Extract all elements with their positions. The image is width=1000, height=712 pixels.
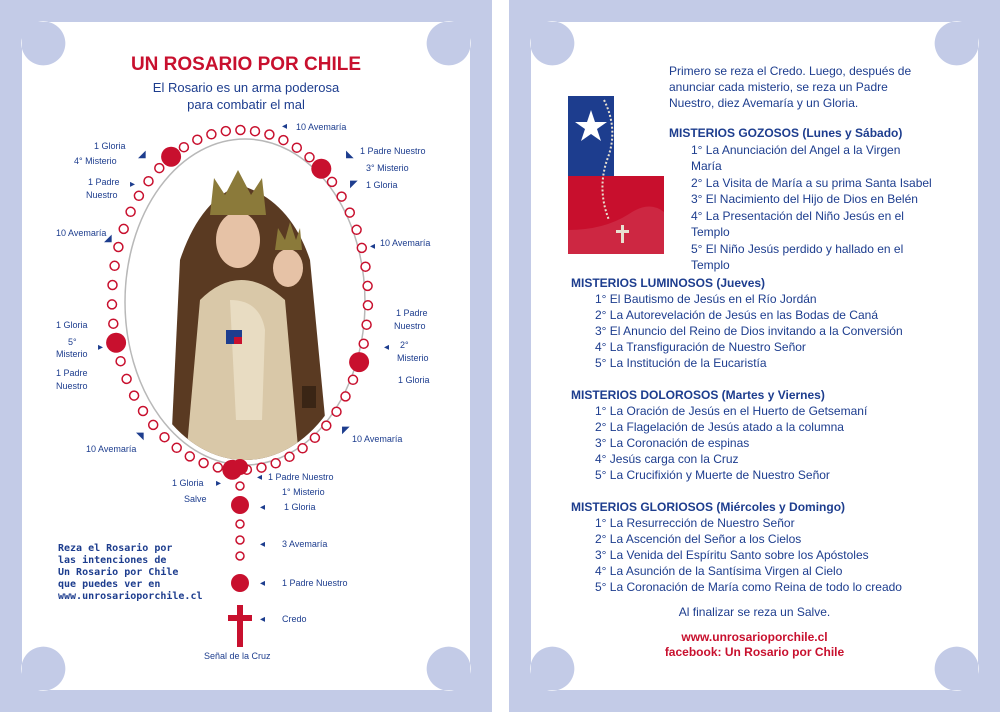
mystery-item: María <box>691 159 722 173</box>
padre-nuestro-bead <box>349 352 369 372</box>
section-heading: MISTERIOS LUMINOSOS (Jueves) <box>571 276 766 290</box>
mystery-item: 3° La Venida del Espíritu Santo sobre los Apóstoles <box>595 548 869 562</box>
avemaria-bead <box>271 459 280 468</box>
mystery-item: 1° La Anunciación del Angel a la Virgen <box>691 142 901 157</box>
avemaria-bead <box>116 357 125 366</box>
label-c-salve: Salve <box>184 494 207 504</box>
avemaria-bead <box>110 261 119 270</box>
avemaria-bead <box>109 319 118 328</box>
avemaria-bead <box>185 452 194 461</box>
avemaria-bead <box>213 463 222 472</box>
label-tr-padre: 1 Padre Nuestro <box>360 146 426 156</box>
avemaria-bead <box>130 391 139 400</box>
mystery-item: 1° La Oración de Jesús en el Huerto de Getsemaní <box>595 404 868 418</box>
invite-line: que puedes ver en <box>58 579 161 590</box>
arrow-icon: ◂ <box>257 472 263 483</box>
label-mr-misterio-1: 2° <box>400 340 409 350</box>
avemaria-bead <box>328 177 337 186</box>
mystery-item: 3° El Anuncio del Reino de Dios invitando a la Conversión <box>595 324 903 338</box>
chile-flag-image <box>568 96 664 256</box>
avemaria-bead <box>134 191 143 200</box>
section-heading: MISTERIOS GLORIOSOS (Miércoles y Domingo) <box>571 500 846 514</box>
avemaria-bead <box>179 143 188 152</box>
arrow-icon: ◢ <box>138 149 146 160</box>
avemaria-bead <box>122 374 131 383</box>
arrow-icon: ◤ <box>350 179 358 190</box>
avemaria-bead <box>265 130 274 139</box>
avemaria-bead <box>361 262 370 271</box>
label-c-senal: Señal de la Cruz <box>204 651 271 661</box>
section-luminosos <box>571 275 903 371</box>
mystery-item: Templo <box>691 225 730 239</box>
website-link[interactable]: www.unrosarioporchile.cl <box>681 630 828 644</box>
avemaria-bead <box>322 421 331 430</box>
label-br-avemaria: 10 Avemaría <box>352 434 403 444</box>
avemaria-bead <box>160 433 169 442</box>
label-tl-gloria: 1 Gloria <box>94 141 126 151</box>
mystery-item: 3° La Coronación de espinas <box>595 436 750 450</box>
arrow-icon: ◂ <box>260 502 266 513</box>
intro-text <box>669 63 911 111</box>
mystery-item: 4° La Transfiguración de Nuestro Señor <box>595 340 806 354</box>
avemaria-bead <box>236 126 245 135</box>
back-card <box>509 0 1000 712</box>
mystery-item: 4° La Asunción de la Santísima Virgen al Cielo <box>595 564 843 578</box>
avemaria-bead <box>310 433 319 442</box>
arrow-icon: ◥ <box>136 431 144 442</box>
label-top-avemaria: 10 Avemaría <box>296 122 347 132</box>
label-c-gloria-2: 1 Gloria <box>284 502 316 512</box>
invite-line: Un Rosario por Chile <box>58 567 179 578</box>
mystery-item: 3° El Nacimiento del Hijo de Dios en Belén <box>691 192 918 206</box>
label-mr-padre-1: 1 Padre <box>396 308 428 318</box>
section-gloriosos <box>571 499 902 595</box>
arrow-icon: ◂ <box>370 241 376 252</box>
mystery-item: 2° La Visita de María a su prima Santa Isabel <box>691 175 932 190</box>
mystery-item: 5° La Crucifixión y Muerte de Nuestro Señor <box>595 468 830 482</box>
arrow-icon: ◂ <box>282 121 288 132</box>
label-tl-misterio: 4° Misterio <box>74 156 117 166</box>
label-ml-padre-1: 1 Padre <box>56 368 88 378</box>
avemaria-bead <box>359 339 368 348</box>
avemaria-bead <box>363 281 372 290</box>
label-c-gloria: 1 Gloria <box>172 478 204 488</box>
avemaria-bead <box>298 444 307 453</box>
mystery-item: 4° La Presentación del Niño Jesús en el <box>691 208 904 223</box>
label-mr-misterio-2: Misterio <box>397 353 429 363</box>
label-ml-misterio-1: 5° <box>68 337 77 347</box>
label-tr-gloria: 1 Gloria <box>366 180 398 190</box>
avemaria-bead <box>207 130 216 139</box>
mystery-item: 4° Jesús carga con la Cruz <box>595 452 739 466</box>
mystery-item: 5° La Institución de la Eucaristía <box>595 356 767 370</box>
avemaria-bead <box>305 153 314 162</box>
avemaria-bead <box>126 207 135 216</box>
arrow-icon: ◤ <box>342 425 350 436</box>
front-subtitle-2: para combatir el mal <box>187 97 305 112</box>
avemaria-bead <box>341 392 350 401</box>
label-c-credo: Credo <box>282 614 307 624</box>
avemaria-bead <box>251 127 260 136</box>
label-mr-padre-2: Nuestro <box>394 321 426 331</box>
label-tl-padre-1: 1 Padre <box>88 177 120 187</box>
facebook-link[interactable]: facebook: Un Rosario por Chile <box>664 645 845 659</box>
arrow-icon: ▸ <box>216 478 222 489</box>
avemaria-bead <box>114 243 123 252</box>
mystery-item: 5° El Niño Jesús perdido y hallado en el <box>691 241 904 256</box>
label-tr-misterio: 3° Misterio <box>366 163 409 173</box>
mystery-item: Templo <box>691 258 730 272</box>
avemaria-bead <box>155 164 164 173</box>
avemaria-bead <box>108 300 117 309</box>
padre-nuestro-bead <box>106 333 126 353</box>
arrow-icon: ▸ <box>98 342 104 353</box>
avemaria-bead <box>139 407 148 416</box>
section-heading: MISTERIOS DOLOROSOS (Martes y Viernes) <box>571 388 825 402</box>
avemaria-bead <box>108 281 117 290</box>
section-heading: MISTERIOS GOZOSOS (Lunes y Sábado) <box>669 126 903 140</box>
intro-line: anunciar cada misterio, se reza un Padre <box>669 80 888 94</box>
avemaria-bead <box>149 420 158 429</box>
intro-line: Nuestro, diez Avemaría y un Gloria. <box>669 96 859 110</box>
label-tl-padre-2: Nuestro <box>86 190 118 200</box>
avemaria-bead <box>349 375 358 384</box>
avemaria-bead <box>119 224 128 233</box>
mystery-item: 5° La Coronación de María como Reina de todo lo creado <box>595 580 902 594</box>
mystery-item: 1° La Resurrección de Nuestro Señor <box>595 516 795 530</box>
front-card <box>0 0 492 712</box>
avemaria-bead <box>352 225 361 234</box>
label-ml-padre-2: Nuestro <box>56 381 88 391</box>
avemaria-bead <box>199 459 208 468</box>
avemaria-bead <box>292 143 301 152</box>
avemaria-bead <box>193 135 202 144</box>
avemaria-bead <box>337 192 346 201</box>
avemaria-bead <box>363 301 372 310</box>
label-c-padre: 1 Padre Nuestro <box>268 472 334 482</box>
avemaria-bead <box>345 208 354 217</box>
avemaria-bead <box>332 407 341 416</box>
intro-line: Primero se reza el Credo. Luego, después de <box>669 64 912 78</box>
label-ml-gloria: 1 Gloria <box>56 320 88 330</box>
avemaria-bead <box>285 452 294 461</box>
label-c-misterio: 1° Misterio <box>282 487 325 497</box>
arrow-icon: ◂ <box>260 614 266 625</box>
avemaria-bead <box>172 443 181 452</box>
label-c-padre-2: 1 Padre Nuestro <box>282 578 348 588</box>
label-right-avemaria: 10 Avemaría <box>380 238 431 248</box>
avemaria-bead <box>144 177 153 186</box>
arrow-icon: ◂ <box>384 342 390 353</box>
front-title: UN ROSARIO POR CHILE <box>130 54 362 75</box>
avemaria-bead <box>257 463 266 472</box>
mystery-item: 2° La Flagelación de Jesús atado a la columna <box>595 420 844 434</box>
section-dolorosos <box>571 387 867 483</box>
arrow-icon: ◂ <box>260 539 266 550</box>
avemaria-bead <box>279 136 288 145</box>
section-gozosos <box>669 125 932 274</box>
padre-nuestro-bead <box>161 147 181 167</box>
closing-text: Al finalizar se reza un Salve. <box>678 605 831 619</box>
label-c-3avemaria: 3 Avemaría <box>282 539 328 549</box>
label-left-avemaria: 10 Avemaría <box>56 228 107 238</box>
avemaria-bead <box>357 243 366 252</box>
mystery-item: 2° La Autorevelación de Jesús en las Bodas de Caná <box>595 308 878 322</box>
invite-block <box>58 543 203 603</box>
arrow-icon: ▸ <box>130 179 136 190</box>
invite-line: Reza el Rosario por <box>58 543 173 554</box>
label-mr-gloria: 1 Gloria <box>398 375 430 385</box>
invite-website-link[interactable]: www.unrosarioporchile.cl <box>58 591 203 602</box>
avemaria-bead <box>221 127 230 136</box>
arrow-icon: ◣ <box>346 149 354 160</box>
front-subtitle-1: El Rosario es un arma poderosa <box>152 80 340 95</box>
padre-nuestro-bead <box>311 159 331 179</box>
invite-line: las intenciones de <box>58 555 167 566</box>
mystery-item: 2° La Ascención del Señor a los Cielos <box>595 532 802 546</box>
mystery-item: 1° El Bautismo de Jesús en el Río Jordán <box>595 292 817 306</box>
label-ml-misterio-2: Misterio <box>56 349 88 359</box>
avemaria-bead <box>362 320 371 329</box>
arrow-icon: ◂ <box>260 578 266 589</box>
label-bl-avemaria: 10 Avemaría <box>86 444 137 454</box>
arrow-icon: ◢ <box>104 233 112 244</box>
